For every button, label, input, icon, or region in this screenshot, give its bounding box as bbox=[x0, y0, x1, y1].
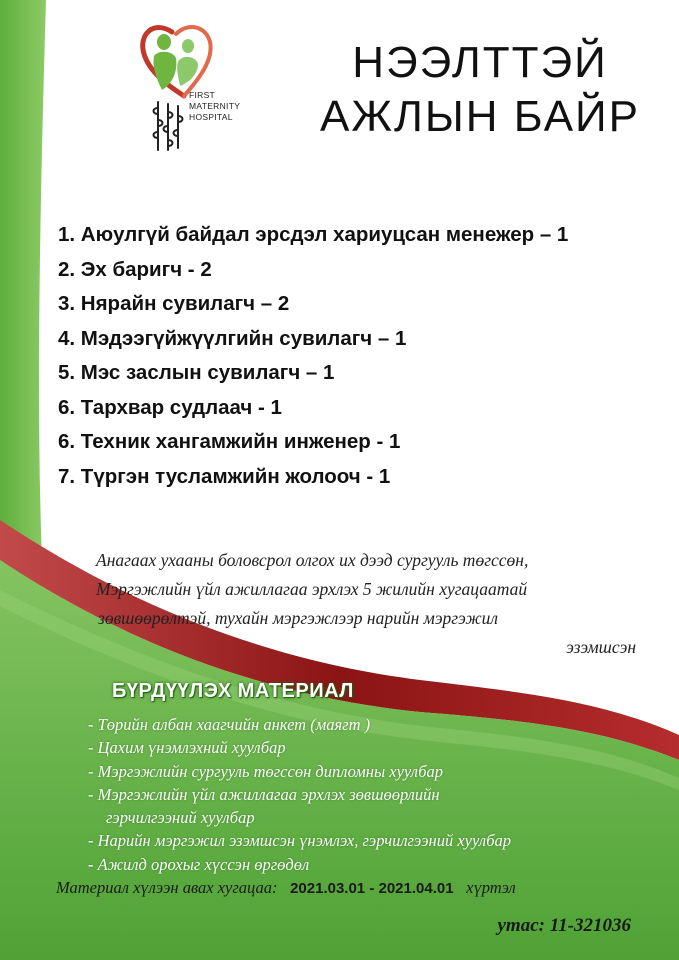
requirement-line: эзэмшсэн bbox=[566, 637, 636, 657]
requirement-line: Мэргэжлийн үйл ажиллагаа эрхлэх 5 жилийн хугацаатай bbox=[96, 579, 528, 599]
material-item: - Цахим үнэмлэхний хуулбар bbox=[88, 738, 286, 758]
hospital-name-line: MATERNITY bbox=[189, 101, 241, 111]
job-position-item: 2. Эх баригч - 2 bbox=[58, 257, 212, 281]
material-item: - Мэргэжлийн сургууль төгссөн дипломны хуулбар bbox=[88, 761, 443, 781]
job-position-item: 6. Техник хангамжийн инженер - 1 bbox=[58, 430, 401, 453]
mother-child-heart-logo-icon bbox=[132, 12, 272, 162]
deadline-dates: 2021.03.01 - 2021.04.01 bbox=[290, 880, 454, 897]
hospital-name-line: HOSPITAL bbox=[189, 112, 233, 122]
materials-list bbox=[88, 713, 668, 876]
deadline-until: хүртэл bbox=[466, 878, 516, 897]
poster-title bbox=[300, 36, 660, 144]
contact-phone: утас: 11-321036 bbox=[497, 915, 631, 936]
hospital-name bbox=[189, 90, 240, 123]
material-item: - Мэргэжлийн үйл ажиллагаа эрхлэх зөвшөөрлийн bbox=[88, 784, 440, 804]
material-item: - Ажилд орохыг хүссэн өргөдөл bbox=[88, 854, 310, 874]
hospital-name-line: FIRST bbox=[189, 90, 216, 100]
job-position-item: 3. Нярайн сувилагч – 2 bbox=[58, 292, 290, 315]
job-positions-list bbox=[58, 218, 668, 494]
requirement-line: Анагаах ухааны боловсрол олгох их дээд сургууль төгссөн, bbox=[96, 550, 529, 570]
title-line-2: АЖЛЫН БАЙР bbox=[319, 92, 641, 141]
requirements-text bbox=[96, 546, 636, 662]
deadline-label: Материал хүлээн авах хугацаа: bbox=[56, 878, 278, 897]
material-item-continuation: гэрчилгээний хуулбар bbox=[106, 808, 255, 828]
job-position-item: 6. Тархвар судлаач - 1 bbox=[58, 395, 282, 419]
job-position-item: 5. Мэс заслын сувилагч – 1 bbox=[58, 361, 335, 384]
job-position-item: 7. Түргэн тусламжийн жолооч - 1 bbox=[58, 464, 391, 488]
material-item: - Төрийн албан хаагчийн анкет (маягт ) bbox=[88, 715, 371, 734]
job-position-item: 1. Аюулгүй байдал эрсдэл хариуцсан менежер – 1 bbox=[58, 223, 569, 246]
job-position-item: 4. Мэдээгүйжүүлгийн сувилагч – 1 bbox=[58, 326, 407, 350]
materials-heading: БҮРДҮҮЛЭХ МАТЕРИАЛ bbox=[112, 680, 354, 702]
submission-deadline bbox=[56, 878, 516, 898]
requirement-line: зөвшөөрөлтэй, тухайн мэргэжлээр нарийн мэргэжил bbox=[98, 608, 499, 628]
material-item: - Нарийн мэргэжил эзэмшсэн үнэмлэх, гэрчилгээний хуулбар bbox=[88, 831, 512, 851]
title-line-1: НЭЭЛТТЭЙ bbox=[352, 38, 608, 87]
